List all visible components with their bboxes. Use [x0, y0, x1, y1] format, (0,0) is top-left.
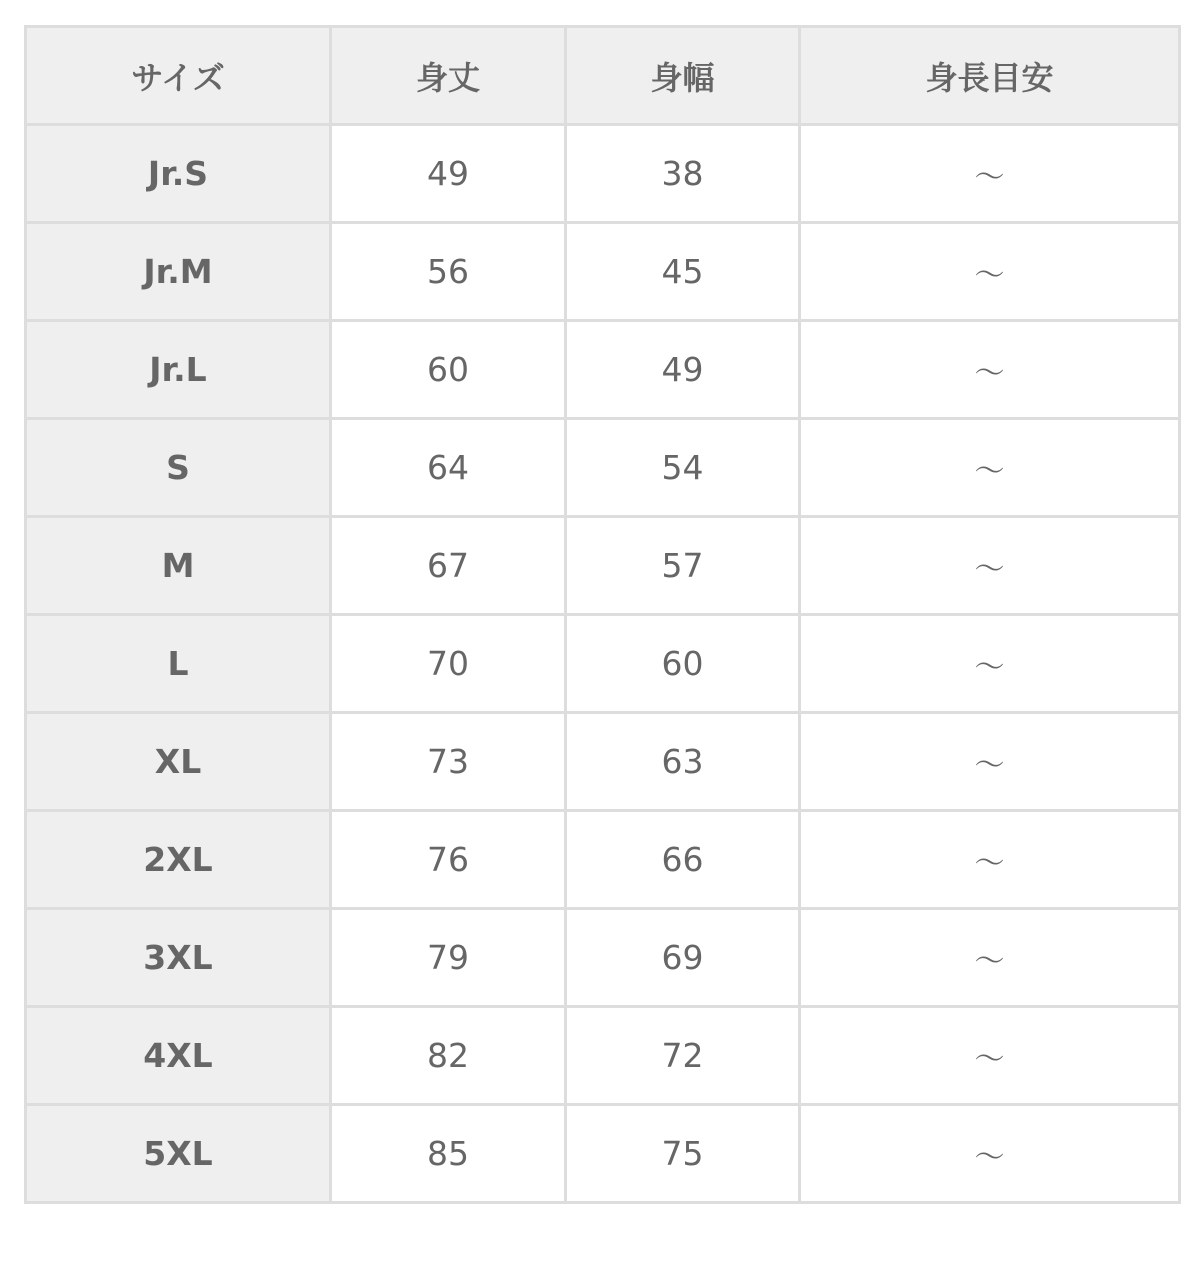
size-cell: 3XL: [26, 909, 331, 1007]
size-cell: Jr.M: [26, 223, 331, 321]
header-height-guide: 身長目安: [800, 27, 1180, 125]
height-guide-cell: 〜: [800, 1105, 1180, 1203]
width-cell: 75: [566, 1105, 800, 1203]
height-guide-cell: 〜: [800, 615, 1180, 713]
table-row: [26, 223, 1180, 321]
table-row: [26, 321, 1180, 419]
height-guide-cell: 〜: [800, 321, 1180, 419]
width-cell: 72: [566, 1007, 800, 1105]
length-cell: 67: [331, 517, 566, 615]
height-guide-cell: 〜: [800, 223, 1180, 321]
length-cell: 82: [331, 1007, 566, 1105]
length-cell: 76: [331, 811, 566, 909]
size-cell: Jr.L: [26, 321, 331, 419]
height-guide-cell: 〜: [800, 517, 1180, 615]
size-cell: L: [26, 615, 331, 713]
width-cell: 38: [566, 125, 800, 223]
length-cell: 85: [331, 1105, 566, 1203]
width-cell: 63: [566, 713, 800, 811]
length-cell: 64: [331, 419, 566, 517]
size-cell: 5XL: [26, 1105, 331, 1203]
header-row: [26, 27, 1180, 125]
width-cell: 45: [566, 223, 800, 321]
length-cell: 60: [331, 321, 566, 419]
header-width: 身幅: [566, 27, 800, 125]
header-size: サイズ: [26, 27, 331, 125]
table-row: [26, 517, 1180, 615]
table-row: [26, 1105, 1180, 1203]
height-guide-cell: 〜: [800, 811, 1180, 909]
length-cell: 79: [331, 909, 566, 1007]
table-row: [26, 1007, 1180, 1105]
table-row: [26, 909, 1180, 1007]
length-cell: 73: [331, 713, 566, 811]
width-cell: 54: [566, 419, 800, 517]
table-row: [26, 419, 1180, 517]
width-cell: 66: [566, 811, 800, 909]
size-cell: M: [26, 517, 331, 615]
size-cell: Jr.S: [26, 125, 331, 223]
size-cell: XL: [26, 713, 331, 811]
width-cell: 69: [566, 909, 800, 1007]
height-guide-cell: 〜: [800, 419, 1180, 517]
length-cell: 56: [331, 223, 566, 321]
table-row: [26, 811, 1180, 909]
size-cell: S: [26, 419, 331, 517]
table-row: [26, 125, 1180, 223]
height-guide-cell: 〜: [800, 125, 1180, 223]
length-cell: 70: [331, 615, 566, 713]
width-cell: 49: [566, 321, 800, 419]
length-cell: 49: [331, 125, 566, 223]
table-row: [26, 615, 1180, 713]
height-guide-cell: 〜: [800, 909, 1180, 1007]
header-length: 身丈: [331, 27, 566, 125]
table-row: [26, 713, 1180, 811]
height-guide-cell: 〜: [800, 1007, 1180, 1105]
height-guide-cell: 〜: [800, 713, 1180, 811]
width-cell: 57: [566, 517, 800, 615]
size-cell: 2XL: [26, 811, 331, 909]
width-cell: 60: [566, 615, 800, 713]
size-chart-table: [24, 25, 1181, 1204]
size-cell: 4XL: [26, 1007, 331, 1105]
